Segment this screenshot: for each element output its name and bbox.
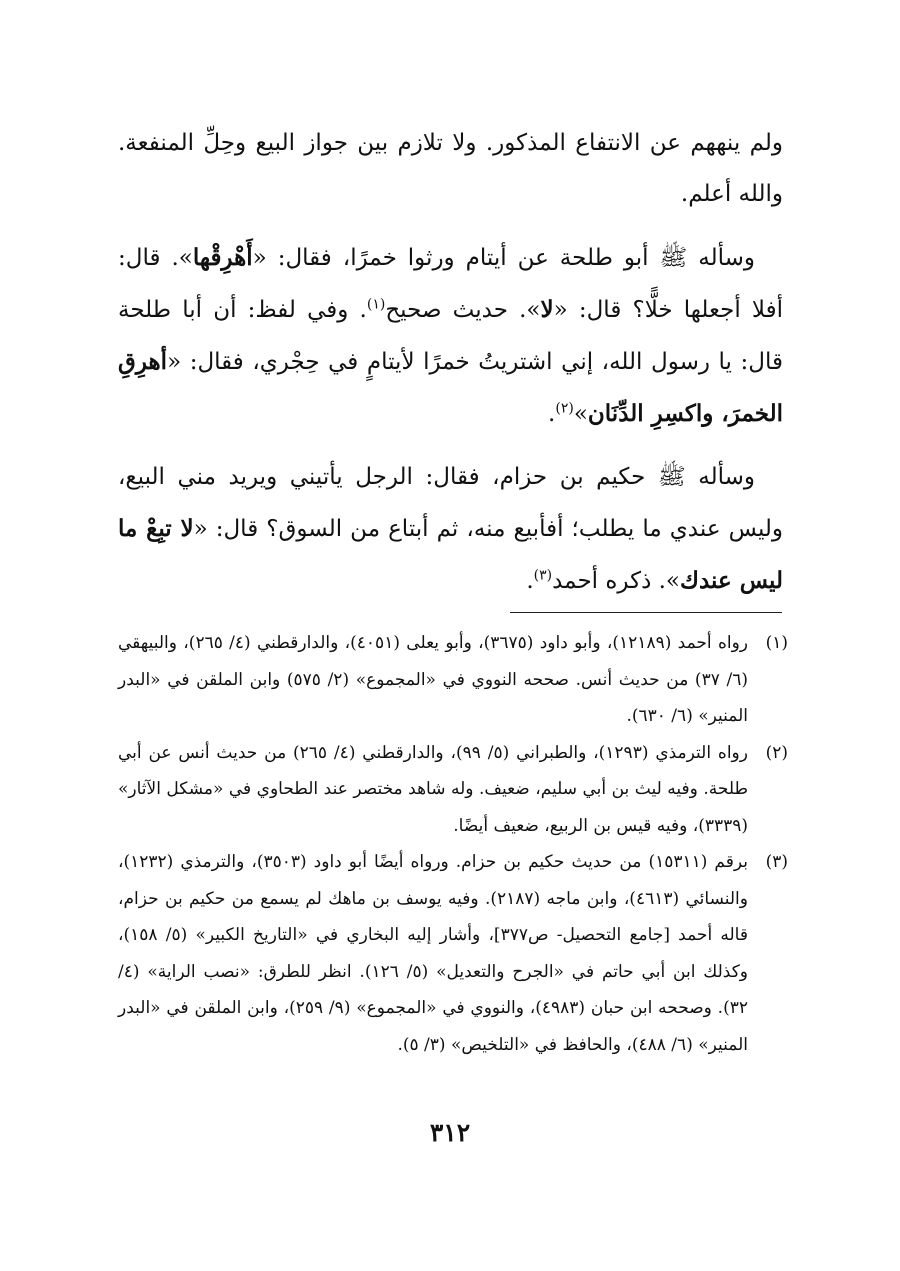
paragraph-2-text-2: ». قال: أفلا أجعلها خلًّا؟ قال: «: [118, 245, 784, 323]
footnote-divider: [510, 612, 782, 613]
footnote-number: (٢): [765, 742, 788, 763]
paragraph-2: [118, 232, 783, 440]
hadith-quote-2: لا: [540, 296, 554, 323]
footnote-3: [118, 844, 788, 1063]
paragraph-2-text-3: ». حديث صحيح: [385, 297, 541, 323]
footnote-2: [118, 735, 788, 845]
page-number: ٣١٢: [429, 1118, 471, 1147]
paragraph-1: [118, 118, 783, 220]
paragraph-2-text-6: .: [548, 401, 556, 427]
footnotes: [118, 625, 788, 1063]
footnote-number: (١): [765, 633, 788, 653]
paragraph-3: [118, 452, 783, 607]
paragraph-2-text-4: . وفي لفظ: أن أبا طلحة قال: يا رسول الله، إني اشتريتُ خمرًا لأيتامٍ في حِجْري، فقال: «: [118, 297, 783, 375]
paragraph-2-text-1: وسأله ﷺ أبو طلحة عن أيتام ورثوا خمرًا، فقال: «: [252, 245, 755, 271]
paragraph-2-text-5: »: [573, 401, 588, 427]
paragraph-3-text-2: ». ذكره أحمد: [552, 568, 681, 594]
footnote-1: [118, 625, 788, 735]
footnote-text: برقم (١٥٣١١) من حديث حكيم بن حزام. ورواه أيضًا أبو داود (٣٥٠٣)، والترمذي (١٢٣٢)، والنسائي (٤٦١٣)، وابن ماجه (٢١٨٧). وفيه يوسف بن ماهك لم يسمع من حكيم بن حزام، قاله أحمد [جامع التحصيل- ص٣٧٧]، وأشار إليه البخاري في «التاريخ الكبير» (٥/ ١٥٨)، وكذلك ابن أبي حاتم في «الجرح والتعديل» (٥/ ١٢٦). انظر للطرق: «نصب الراية» (٤/ ٣٢). وصححه ابن حبان (٤٩٨٣)، والنووي في «المجموع» (٩/ ٢٥٩)، وابن الملقن في «البدر المنير» (٦/ ٤٨٨)، والحافظ في «التلخيص» (٣/ ٥).: [118, 852, 749, 1055]
main-text: [118, 118, 783, 619]
paragraph-3-text-3: .: [526, 568, 534, 594]
hadith-quote-4: لا تبِعْ ما ليس عندك: [118, 515, 783, 594]
footnote-number: (٣): [765, 852, 788, 872]
hadith-quote-1: أَهْرِقْها: [192, 244, 253, 271]
footnote-ref-2: (٢): [555, 400, 574, 417]
footnote-ref-1: (١): [366, 296, 386, 313]
paragraph-3-text-1: وسأله ﷺ حكيم بن حزام، فقال: الرجل يأتيني ويريد مني البيع، وليس عندي ما يطلب؛ أفأبيع منه، ثم أبتاع من السوق؟ قال: «: [118, 464, 783, 542]
hadith-quote-3: أهرِقِ الخمرَ، واكسِرِ الدِّنَان: [118, 348, 783, 427]
footnote-text: رواه الترمذي (١٢٩٣)، والطبراني (٥/ ٩٩)، والدارقطني (٤/ ٢٦٥) من حديث أنس عن أبي طلحة. وفيه ليث بن أبي سليم، ضعيف. وله شاهد مختصر عند الطحاوي في «مشكل الآثار» (٣٣٣٩)، وفيه قيس بن الربيع، ضعيف أيضًا.: [118, 742, 748, 836]
paragraph-1-text: ولم ينههم عن الانتفاع المذكور. ولا تلازم بين جواز البيع وحِلِّ المنفعة. والله أعلم.: [118, 130, 783, 207]
footnote-text: رواه أحمد (١٢١٨٩)، وأبو داود (٣٦٧٥)، وأبو يعلى (٤٠٥١)، والدارقطني (٤/ ٢٦٥)، والبيهقي (٦/ ٣٧) من حديث أنس. صححه النووي في «المجموع» (٢/ ٥٧٥) وابن الملقن في «البدر المنير» (٦/ ٦٣٠).: [118, 633, 749, 726]
footnote-ref-3: (٣): [533, 567, 553, 584]
